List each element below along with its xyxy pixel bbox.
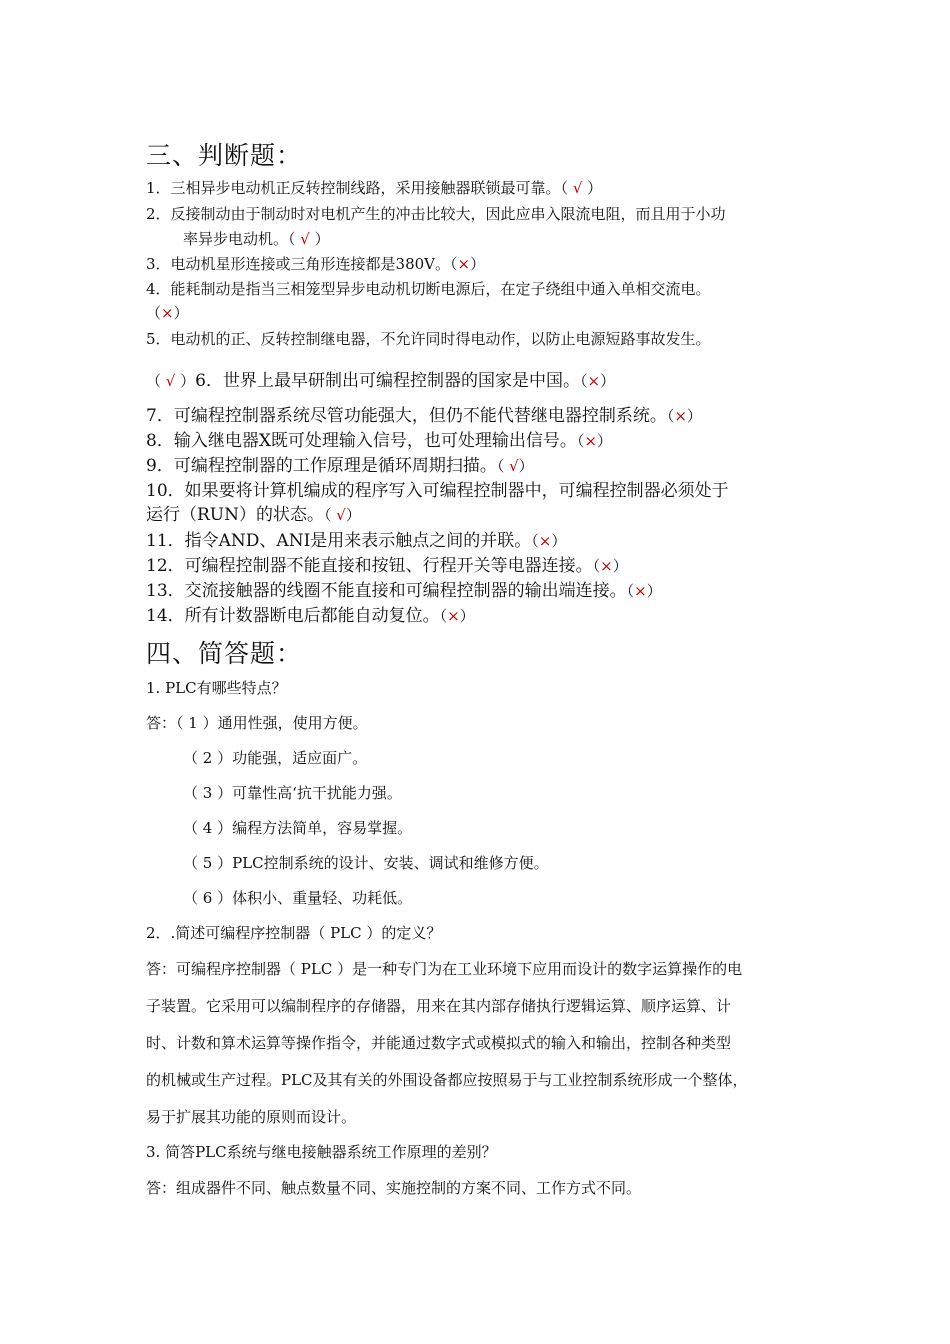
tf-item-5: 5．电动机的正、反转控制继电器，不允许同时得电动作，以防止电源短路事故发生。 [146,330,711,348]
tf-item-7: 7．可编程控制器系统尽管功能强大，但仍不能代替继电器控制系统。（×） [146,406,702,426]
answer-mark: × [584,432,598,450]
answer-mark: √ [568,179,588,197]
q1-question: 1. PLC有哪些特点？ [146,679,287,697]
q1-answer-2: （ 2 ）功能强，适应面广。 [183,749,368,767]
tf-item-9: 9．可编程控制器的工作原理是循环周期扫描。（ √） [146,456,534,476]
q1-answer-6: （ 6 ）体积小、重量轻、功耗低。 [183,889,413,907]
answer-mark: × [538,532,552,550]
tf-item-13: 13．交流接触器的线圈不能直接和可编程控制器的输出端连接。（×） [146,581,662,601]
tf-item-2: 2．反接制动由于制动时对电机产生的冲击比较大，因此应串入限流电阻，而且用于小功 [146,205,726,223]
tf-item-1: 1．三相异步电动机正反转控制线路，采用接触器联锁最可靠。（ √ ） [146,179,603,197]
answer-mark: √ [295,230,315,248]
q2-answer-line-2: 子装置。它采用可以编制程序的存储器，用来在其内部存储执行逻辑运算、顺序运算、计 [146,997,732,1015]
q2-answer-line-3: 时、计数和算术运算等操作指令，并能通过数字式或模拟式的输入和输出，控制各种类型 [146,1034,732,1052]
answer-mark: √ [336,506,346,524]
answer-mark: × [600,557,613,575]
answer-mark: × [457,255,471,273]
q2-answer-line-1: 答：可编程序控制器（ PLC ）是一种专门为在工业环境下应用而设计的数字运算操作的电 [146,960,743,978]
q1-answer-1: 答：（ 1 ）通用性强，使用方便。 [146,714,368,732]
tf-item-4-mark: （×） [146,304,189,322]
tf-item-3: 3．电动机星形连接或三角形连接都是380V。（×） [146,255,486,273]
section-4-title: 四、简答题： [146,639,303,668]
tf-item-10: 10．如果要将计算机编成的程序写入可编程控制器中，可编程控制器必须处于 [146,481,729,501]
answer-mark: √ [161,372,181,390]
tf-item-8: 8．输入继电器X既可处理输入信号，也可处理输出信号。（×） [146,431,613,451]
tf-item-14: 14．所有计数器断电后都能自动复位。（×） [146,606,475,626]
tf-item-11: 11．指令AND、ANI是用来表示触点之间的并联。（×） [146,531,567,551]
q1-answer-5: （ 5 ）PLC控制系统的设计、安装、调试和维修方便。 [183,854,549,872]
q1-answer-4: （ 4 ）编程方法简单，容易掌握。 [183,819,413,837]
answer-mark: √ [509,457,519,475]
section-3-title: 三、判断题： [146,141,303,170]
answer-mark: × [447,607,460,625]
q3-answer: 答：组成器件不同、触点数量不同、实施控制的方案不同、工作方式不同。 [146,1179,642,1197]
answer-mark: × [674,407,687,425]
q2-answer-line-4: 的机械或生产过程。PLC及其有关的外围设备都应按照易于与工业控制系统形成一个整体， [146,1071,748,1089]
tf-item-10-cont: 运行（RUN）的状态。（ √） [146,505,361,525]
q1-answer-3: （ 3 ）可靠性高‘抗干扰能力强。 [183,784,402,802]
answer-mark: × [161,304,174,322]
q2-question: 2．.简述可编程序控制器（ PLC ）的定义？ [146,924,442,942]
tf-item-2-cont: 率异步电动机。（ √ ） [183,230,330,248]
q2-answer-line-5: 易于扩展其功能的原则而设计。 [146,1108,357,1126]
tf-item-6: （ √ ）6．世界上最早研制出可编程控制器的国家是中国。（×） [146,371,616,391]
q3-question: 3. 简答PLC系统与继电接触器系统工作原理的差别？ [146,1143,497,1161]
tf-item-12: 12．可编程控制器不能直接和按钮、行程开关等电器连接。（×） [146,556,628,576]
answer-mark: × [634,582,647,600]
tf-item-4: 4．能耗制动是指当三相笼型异步电动机切断电源后，在定子绕组中通入单相交流电。 [146,280,711,298]
answer-mark: × [587,372,601,390]
